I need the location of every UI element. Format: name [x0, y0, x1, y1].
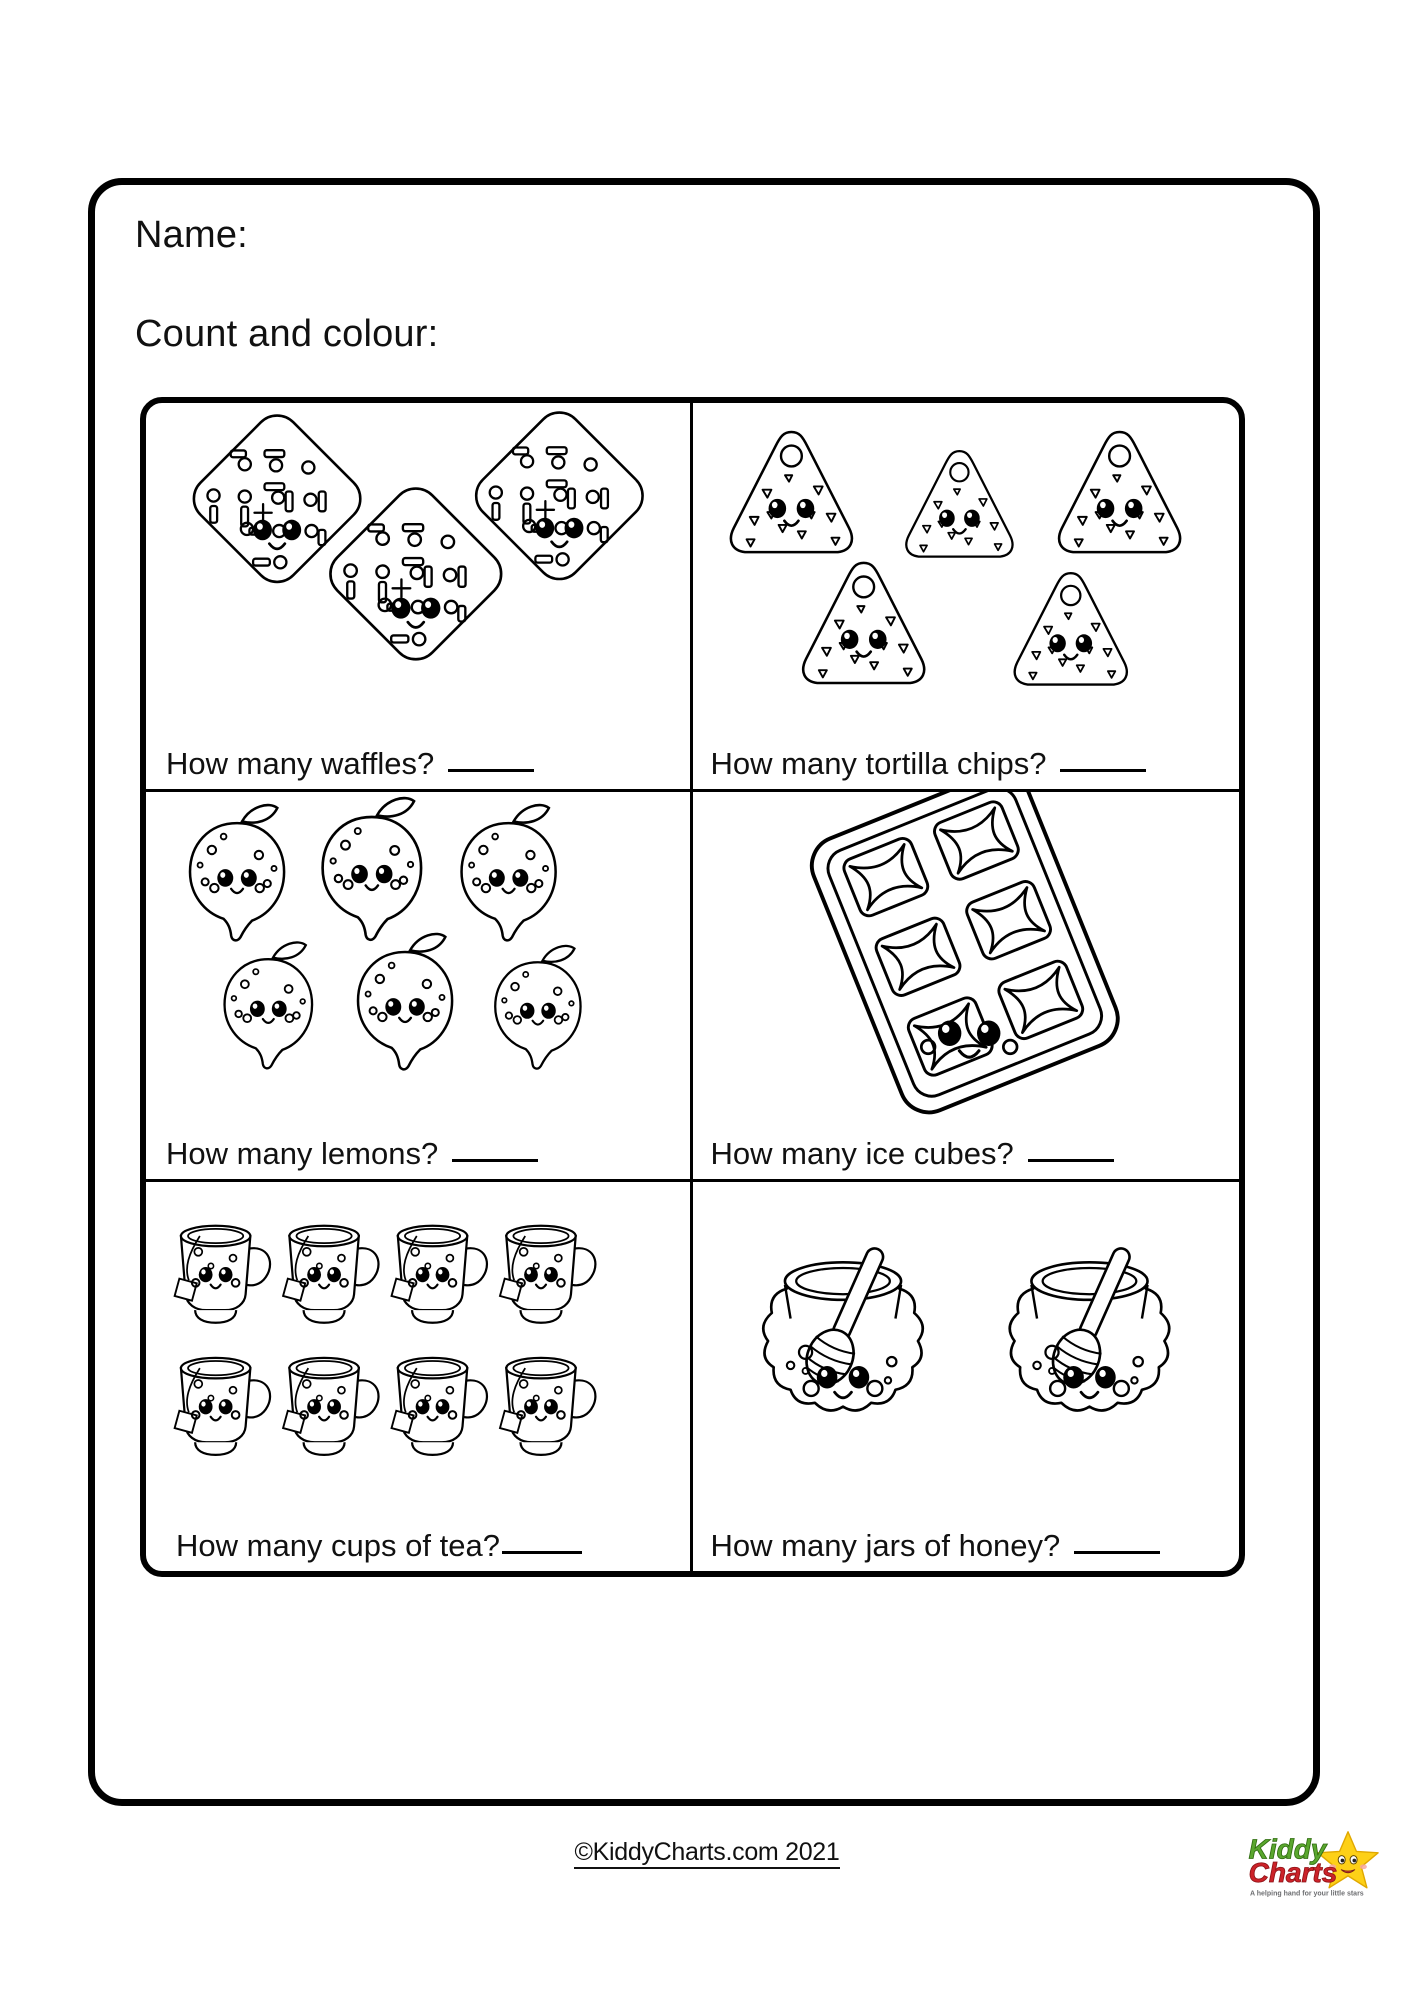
question-row-cups-of-tea: [146, 1529, 690, 1563]
question-row-ice-cubes: [693, 1137, 1240, 1171]
logo-word-kiddy: Kiddy: [1248, 1833, 1327, 1865]
counting-cell-ice-cubes: [693, 792, 1240, 1181]
answer-blank-waffles[interactable]: [448, 768, 534, 772]
question-row-waffles: [146, 747, 690, 781]
question-text-waffles: How many waffles?: [166, 746, 435, 782]
logo-word-charts: Charts: [1248, 1857, 1338, 1889]
counting-cell-jars-of-honey: [693, 1182, 1240, 1571]
logo-tagline: A helping hand for your little stars: [1250, 1890, 1364, 1898]
instruction-label: Count and colour:: [135, 312, 439, 355]
footer-credit-text: ©KiddyCharts.com 2021: [574, 1838, 839, 1869]
question-row-jars-of-honey: [693, 1529, 1240, 1563]
counting-cell-tortilla-chips: [693, 403, 1240, 792]
counting-cell-lemons: [146, 792, 693, 1181]
answer-blank-lemons[interactable]: [452, 1158, 538, 1162]
question-text-tortilla-chips: How many tortilla chips?: [710, 746, 1047, 782]
question-text-lemons: How many lemons?: [166, 1135, 439, 1171]
question-text-jars-of-honey: How many jars of honey?: [710, 1527, 1061, 1563]
lemon-group-illustration: [146, 792, 690, 1114]
answer-blank-cups-of-tea[interactable]: [502, 1550, 582, 1554]
question-text-cups-of-tea: How many cups of tea?: [176, 1527, 500, 1563]
honey-jar-group-illustration: [693, 1182, 1240, 1507]
footer-credit: [0, 1838, 1414, 1867]
tortilla-chip-group-illustration: [693, 403, 1240, 725]
ice-cube-tray-illustration: [693, 792, 1240, 1114]
kiddycharts-logo[interactable]: [1243, 1826, 1383, 1902]
question-text-ice-cubes: How many ice cubes?: [710, 1135, 1014, 1171]
question-row-lemons: [146, 1137, 690, 1171]
name-label: Name:: [135, 214, 248, 256]
teacup-group-illustration: [146, 1182, 690, 1507]
counting-cell-waffles: [146, 403, 693, 792]
worksheet-page-frame: [88, 178, 1320, 1806]
counting-grid: [140, 397, 1245, 1577]
waffle-group-illustration: [146, 403, 690, 725]
worksheet-header: [135, 215, 1035, 356]
counting-cell-cups-of-tea: [146, 1182, 693, 1571]
answer-blank-jars-of-honey[interactable]: [1074, 1550, 1160, 1554]
question-row-tortilla-chips: [693, 747, 1240, 781]
answer-blank-tortilla-chips[interactable]: [1060, 768, 1146, 772]
answer-blank-ice-cubes[interactable]: [1028, 1158, 1114, 1162]
